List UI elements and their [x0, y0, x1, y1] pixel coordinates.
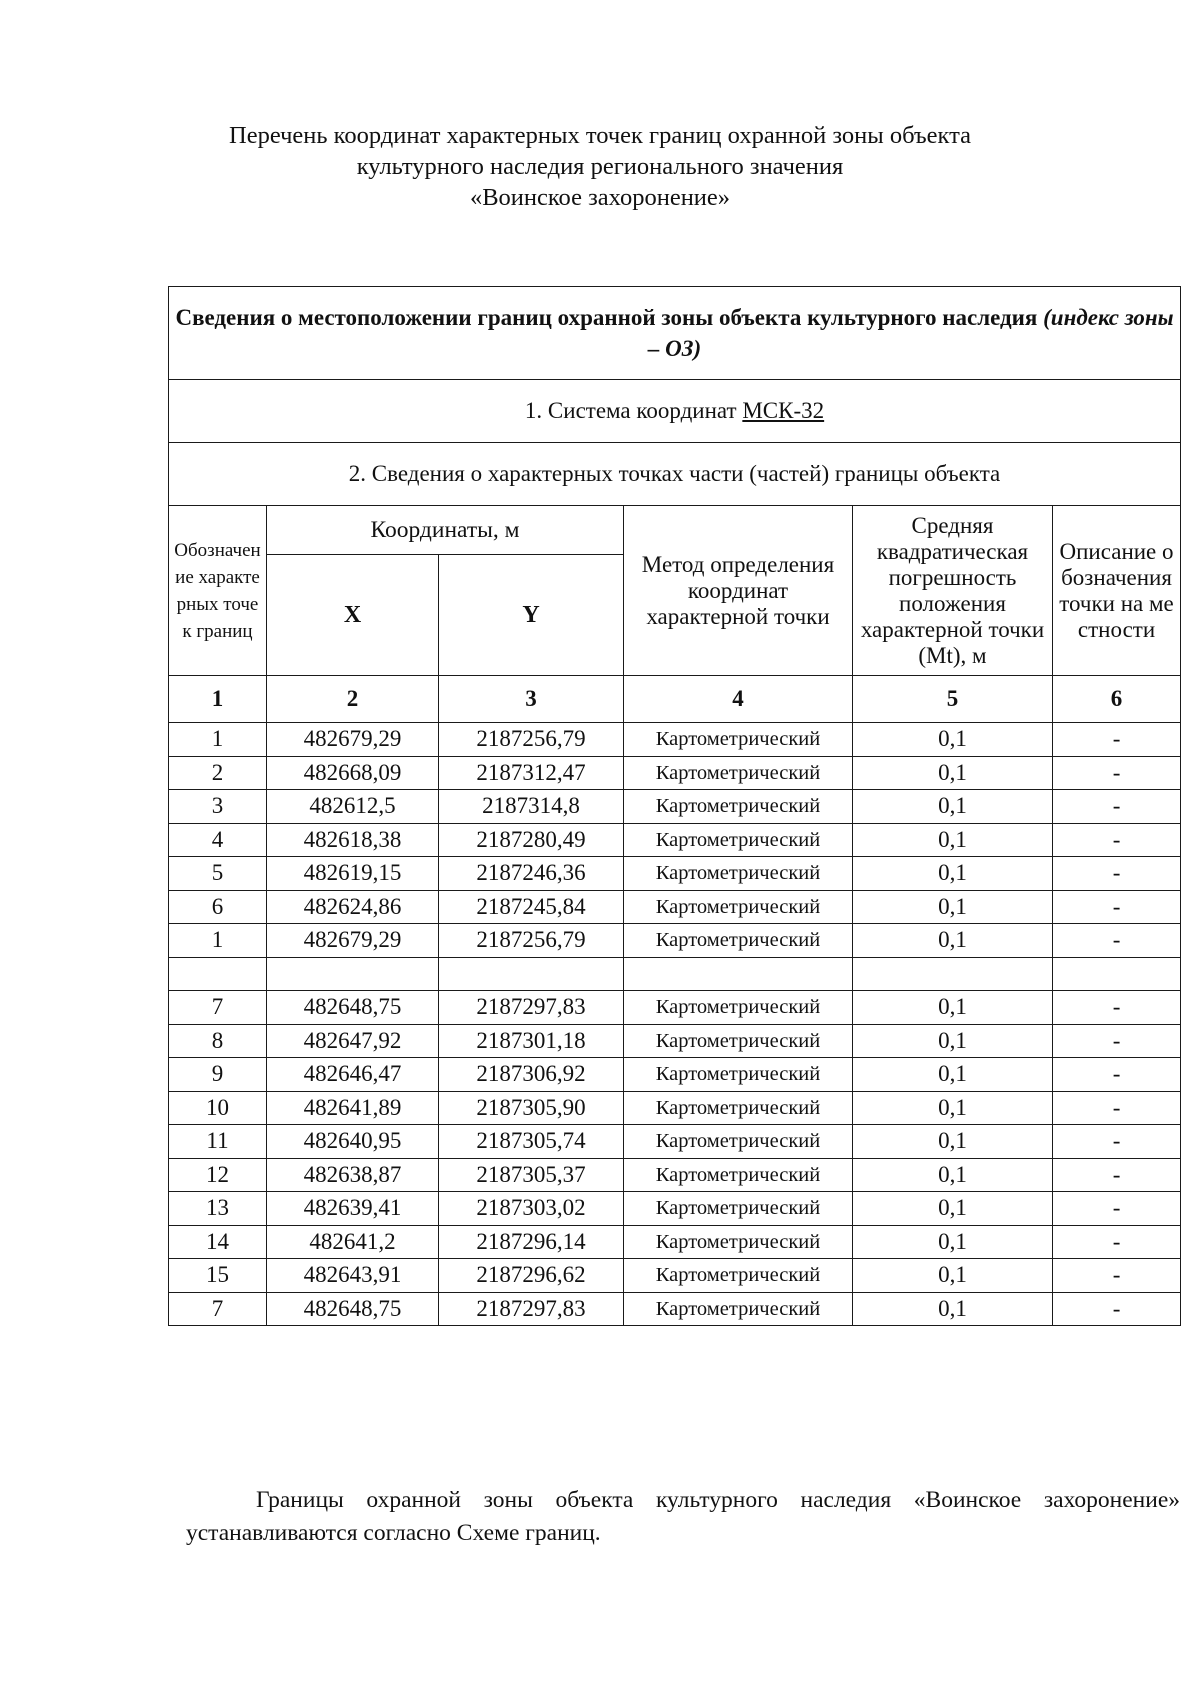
- table-row: [169, 991, 1181, 1025]
- cell-y-coordinate: 2187297,83: [439, 991, 624, 1025]
- column-number: 4: [624, 676, 853, 723]
- coordinate-system-value: МСК-32: [742, 398, 825, 423]
- cell-method: Картометрический: [624, 924, 853, 958]
- cell-y-coordinate: 2187256,79: [439, 723, 624, 757]
- cell-error-value: 0,1: [853, 1225, 1053, 1259]
- cell-point-number: 10: [169, 1091, 267, 1125]
- cell-y-coordinate: 2187296,14: [439, 1225, 624, 1259]
- coordinate-system-row: [169, 380, 1181, 443]
- column-number: 1: [169, 676, 267, 723]
- table-row: [169, 924, 1181, 958]
- cell-x-coordinate: 482641,2: [267, 1225, 439, 1259]
- cell-description: -: [1053, 1158, 1181, 1192]
- cell-error-value: 0,1: [853, 924, 1053, 958]
- cell-description: -: [1053, 924, 1181, 958]
- title-line-2: культурного наследия регионального значения: [356, 153, 844, 180]
- cell-description: -: [1053, 1024, 1181, 1058]
- cell-point-number: 11: [169, 1125, 267, 1159]
- cell-method: Картометрический: [624, 823, 853, 857]
- cell-y-coordinate: [439, 957, 624, 991]
- cell-method: Картометрический: [624, 1192, 853, 1226]
- table-row: [169, 1225, 1181, 1259]
- cell-error-value: 0,1: [853, 857, 1053, 891]
- cell-error-value: 0,1: [853, 1125, 1053, 1159]
- section-header-bold: Сведения о местоположении границ охранной зоны объекта культурного наследия: [175, 305, 1038, 330]
- footer-note: [186, 1484, 1180, 1550]
- section-header: [169, 287, 1181, 380]
- cell-method: Картометрический: [624, 1058, 853, 1092]
- cell-point-number: [169, 957, 267, 991]
- table-row: [169, 823, 1181, 857]
- cell-description: -: [1053, 1259, 1181, 1293]
- cell-x-coordinate: 482648,75: [267, 1292, 439, 1326]
- column-number: 5: [853, 676, 1053, 723]
- cell-error-value: 0,1: [853, 723, 1053, 757]
- cell-error-value: 0,1: [853, 1192, 1053, 1226]
- cell-y-coordinate: 2187245,84: [439, 890, 624, 924]
- cell-point-number: 1: [169, 723, 267, 757]
- cell-description: -: [1053, 1058, 1181, 1092]
- cell-method: Картометрический: [624, 1091, 853, 1125]
- cell-y-coordinate: 2187301,18: [439, 1024, 624, 1058]
- cell-y-coordinate: 2187306,92: [439, 1058, 624, 1092]
- table-row: [169, 890, 1181, 924]
- title-line-3: «Воинское захоронение»: [469, 184, 731, 211]
- cell-description: -: [1053, 756, 1181, 790]
- cell-method: Картометрический: [624, 1158, 853, 1192]
- cell-error-value: 0,1: [853, 790, 1053, 824]
- cell-point-number: 13: [169, 1192, 267, 1226]
- cell-y-coordinate: 2187303,02: [439, 1192, 624, 1226]
- cell-x-coordinate: 482679,29: [267, 723, 439, 757]
- table-row: [169, 723, 1181, 757]
- cell-y-coordinate: 2187312,47: [439, 756, 624, 790]
- cell-method: Картометрический: [624, 1225, 853, 1259]
- cell-x-coordinate: 482640,95: [267, 1125, 439, 1159]
- cell-method: Картометрический: [624, 1292, 853, 1326]
- cell-method: Картометрический: [624, 890, 853, 924]
- cell-x-coordinate: 482619,15: [267, 857, 439, 891]
- cell-error-value: 0,1: [853, 1091, 1053, 1125]
- cell-x-coordinate: 482679,29: [267, 924, 439, 958]
- column-numbers-row: [169, 676, 1181, 723]
- cell-description: [1053, 957, 1181, 991]
- footer-paragraph: Границы охранной зоны объекта культурного наследия «Воинское захоронение» устанавливаются согласно Схеме границ.: [186, 1487, 1180, 1546]
- cell-error-value: 0,1: [853, 823, 1053, 857]
- column-number: 2: [267, 676, 439, 723]
- cell-error-value: 0,1: [853, 991, 1053, 1025]
- cell-description: -: [1053, 723, 1181, 757]
- cell-point-number: 5: [169, 857, 267, 891]
- cell-error-value: 0,1: [853, 1292, 1053, 1326]
- cell-point-number: 7: [169, 991, 267, 1025]
- cell-point-number: 6: [169, 890, 267, 924]
- cell-method: Картометрический: [624, 991, 853, 1025]
- cell-method: Картометрический: [624, 723, 853, 757]
- cell-x-coordinate: 482647,92: [267, 1024, 439, 1058]
- table-row: [169, 1192, 1181, 1226]
- table-row: [169, 857, 1181, 891]
- cell-error-value: 0,1: [853, 1024, 1053, 1058]
- cell-error-value: 0,1: [853, 1158, 1053, 1192]
- table-row: [169, 957, 1181, 991]
- cell-x-coordinate: 482643,91: [267, 1259, 439, 1293]
- cell-x-coordinate: 482646,47: [267, 1058, 439, 1092]
- cell-x-coordinate: 482624,86: [267, 890, 439, 924]
- cell-point-number: 3: [169, 790, 267, 824]
- header-description: Описание обозначения точки на местности: [1053, 506, 1181, 676]
- column-number: 6: [1053, 676, 1181, 723]
- table-row: [169, 756, 1181, 790]
- cell-description: -: [1053, 857, 1181, 891]
- cell-description: -: [1053, 1292, 1181, 1326]
- title-line-1: Перечень координат характерных точек границ охранной зоны объекта: [229, 122, 971, 149]
- cell-description: -: [1053, 823, 1181, 857]
- header-point-name: Обозначение характерных точек границ: [169, 506, 267, 676]
- cell-point-number: 7: [169, 1292, 267, 1326]
- cell-point-number: 14: [169, 1225, 267, 1259]
- cell-description: -: [1053, 1091, 1181, 1125]
- cell-description: -: [1053, 890, 1181, 924]
- cell-point-number: 9: [169, 1058, 267, 1092]
- cell-method: Картометрический: [624, 1125, 853, 1159]
- cell-description: -: [1053, 1192, 1181, 1226]
- cell-method: Картометрический: [624, 790, 853, 824]
- cell-method: [624, 957, 853, 991]
- cell-error-value: 0,1: [853, 1058, 1053, 1092]
- cell-error-value: 0,1: [853, 756, 1053, 790]
- header-error: Средняя квадратическая погрешность положения характерной точки (Mt), м: [853, 506, 1053, 676]
- cell-y-coordinate: 2187296,62: [439, 1259, 624, 1293]
- cell-method: Картометрический: [624, 857, 853, 891]
- points-info-row: [169, 443, 1181, 506]
- column-number: 3: [439, 676, 624, 723]
- coordinates-table: [168, 286, 1181, 1326]
- cell-x-coordinate: 482641,89: [267, 1091, 439, 1125]
- cell-y-coordinate: 2187305,90: [439, 1091, 624, 1125]
- cell-x-coordinate: 482668,09: [267, 756, 439, 790]
- cell-y-coordinate: 2187297,83: [439, 1292, 624, 1326]
- cell-x-coordinate: 482638,87: [267, 1158, 439, 1192]
- cell-method: Картометрический: [624, 756, 853, 790]
- cell-y-coordinate: 2187246,36: [439, 857, 624, 891]
- cell-error-value: 0,1: [853, 890, 1053, 924]
- cell-x-coordinate: 482648,75: [267, 991, 439, 1025]
- cell-y-coordinate: 2187314,8: [439, 790, 624, 824]
- header-method: Метод определения координат характерной точки: [624, 506, 853, 676]
- cell-error-value: [853, 957, 1053, 991]
- cell-point-number: 15: [169, 1259, 267, 1293]
- header-coordinates: Координаты, м: [267, 506, 624, 555]
- header-x: X: [267, 555, 439, 676]
- cell-description: -: [1053, 991, 1181, 1025]
- cell-x-coordinate: 482612,5: [267, 790, 439, 824]
- cell-point-number: 1: [169, 924, 267, 958]
- points-info-label: 2. Сведения о характерных точках части (частей) границы объекта: [348, 461, 1001, 486]
- document-title: [150, 120, 1050, 213]
- cell-description: -: [1053, 1225, 1181, 1259]
- coordinate-system-label: 1. Система координат: [524, 398, 737, 423]
- cell-y-coordinate: 2187256,79: [439, 924, 624, 958]
- cell-description: -: [1053, 790, 1181, 824]
- table-row: [169, 1292, 1181, 1326]
- header-y: Y: [439, 555, 624, 676]
- table-row: [169, 790, 1181, 824]
- cell-y-coordinate: 2187305,74: [439, 1125, 624, 1159]
- cell-y-coordinate: 2187305,37: [439, 1158, 624, 1192]
- table-row: [169, 1091, 1181, 1125]
- table-row: [169, 1058, 1181, 1092]
- cell-point-number: 4: [169, 823, 267, 857]
- cell-y-coordinate: 2187280,49: [439, 823, 624, 857]
- table-row: [169, 1158, 1181, 1192]
- table-row: [169, 1125, 1181, 1159]
- table-row: [169, 1259, 1181, 1293]
- table-row: [169, 1024, 1181, 1058]
- zone-index: (индекс зоны – ОЗ): [647, 305, 1174, 361]
- cell-x-coordinate: [267, 957, 439, 991]
- cell-x-coordinate: 482639,41: [267, 1192, 439, 1226]
- cell-method: Картометрический: [624, 1259, 853, 1293]
- cell-method: Картометрический: [624, 1024, 853, 1058]
- cell-point-number: 2: [169, 756, 267, 790]
- cell-description: -: [1053, 1125, 1181, 1159]
- cell-point-number: 8: [169, 1024, 267, 1058]
- cell-x-coordinate: 482618,38: [267, 823, 439, 857]
- cell-error-value: 0,1: [853, 1259, 1053, 1293]
- cell-point-number: 12: [169, 1158, 267, 1192]
